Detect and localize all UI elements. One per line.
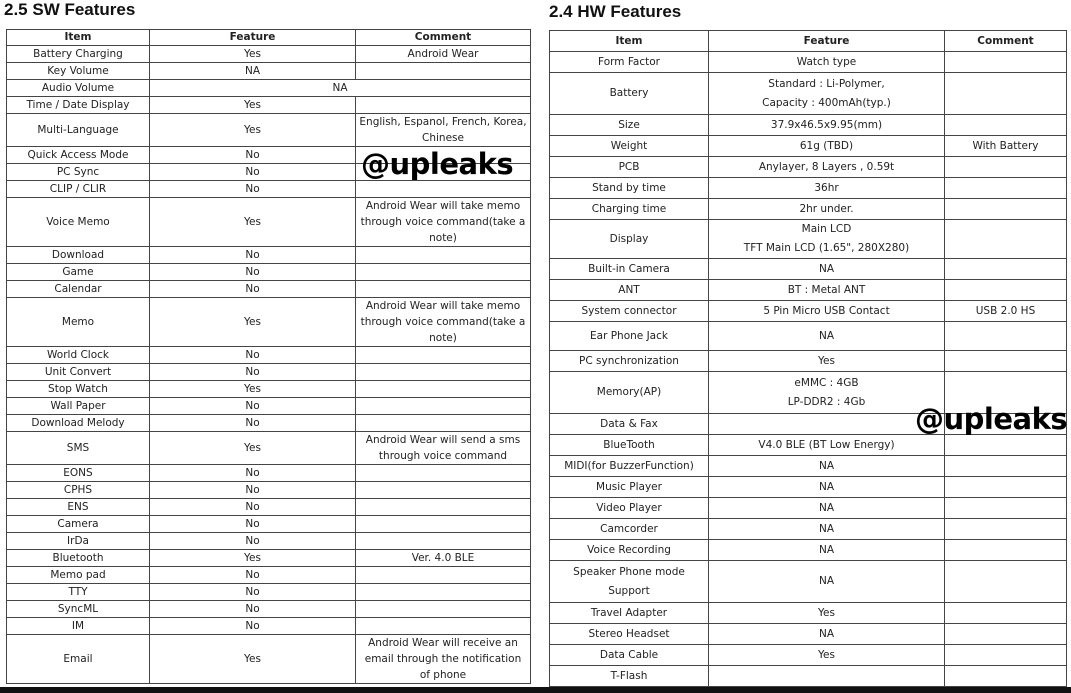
- hw-section-title: 2.4 HW Features: [549, 2, 682, 21]
- sw-cell-item: Audio Volume: [7, 80, 150, 97]
- sw-cell-item: SMS: [7, 432, 150, 465]
- sw-cell-feature: No: [150, 347, 356, 364]
- hw-cell-comment: [945, 645, 1067, 666]
- sw-cell-item: Memo: [7, 298, 150, 347]
- sw-cell-comment: [356, 63, 531, 80]
- sw-cell-comment: [356, 381, 531, 398]
- hw-cell-feature: NA: [709, 519, 945, 540]
- sw-cell-comment: English, Espanol, French, Korea, Chinese: [356, 114, 531, 147]
- sw-table-row: [7, 298, 531, 347]
- sw-cell-comment: [356, 482, 531, 499]
- hw-cell-item: Built-in Camera: [550, 259, 709, 280]
- hw-table-row: [550, 477, 1067, 498]
- sw-cell-item: ENS: [7, 499, 150, 516]
- hw-cell-comment: [945, 52, 1067, 73]
- sw-cell-feature: No: [150, 164, 356, 181]
- sw-cell-item: Wall Paper: [7, 398, 150, 415]
- sw-cell-feature: Yes: [150, 46, 356, 63]
- sw-cell-feature: Yes: [150, 97, 356, 114]
- sw-cell-feature: No: [150, 415, 356, 432]
- hw-table-row: [550, 561, 1067, 603]
- sw-table-row: [7, 364, 531, 381]
- hw-cell-item: Data & Fax: [550, 414, 709, 435]
- hw-cell-comment: [945, 666, 1067, 687]
- sw-table-row: [7, 482, 531, 499]
- sw-table-row: [7, 198, 531, 247]
- upleaks-watermark-right: @upleaks: [915, 402, 1068, 436]
- sw-table-row: [7, 181, 531, 198]
- hw-cell-item: T-Flash: [550, 666, 709, 687]
- hw-cell-item: Voice Recording: [550, 540, 709, 561]
- sw-cell-feature: No: [150, 247, 356, 264]
- hw-cell-feature: NA: [709, 498, 945, 519]
- hw-cell-item: ANT: [550, 280, 709, 301]
- sw-table-row: [7, 247, 531, 264]
- sw-table-row: [7, 432, 531, 465]
- hw-cell-item: PC synchronization: [550, 351, 709, 372]
- sw-table-row: [7, 46, 531, 63]
- hw-cell-comment: [945, 603, 1067, 624]
- sw-cell-item: World Clock: [7, 347, 150, 364]
- sw-cell-feature: No: [150, 618, 356, 635]
- hw-cell-comment: [945, 322, 1067, 351]
- hw-cell-feature: NA: [709, 259, 945, 280]
- hw-header-comment: Comment: [945, 31, 1067, 52]
- hw-cell-comment: [945, 280, 1067, 301]
- hw-table-row: [550, 220, 1067, 259]
- hw-cell-item: Stereo Headset: [550, 624, 709, 645]
- hw-cell-item: System connector: [550, 301, 709, 322]
- sw-table-row: [7, 381, 531, 398]
- sw-table-row: [7, 618, 531, 635]
- hw-table-row: [550, 624, 1067, 645]
- sw-cell-feature: No: [150, 533, 356, 550]
- sw-table-row: [7, 533, 531, 550]
- sw-table-row: [7, 97, 531, 114]
- hw-cell-comment: [945, 624, 1067, 645]
- sw-cell-item: EONS: [7, 465, 150, 482]
- sw-cell-comment: [356, 247, 531, 264]
- hw-table-row: [550, 351, 1067, 372]
- sw-cell-comment: [356, 364, 531, 381]
- hw-cell-item: BlueTooth: [550, 435, 709, 456]
- sw-cell-comment: [356, 499, 531, 516]
- hw-table-row: [550, 322, 1067, 351]
- hw-table-row: [550, 603, 1067, 624]
- sw-table-row: [7, 584, 531, 601]
- sw-table-row: [7, 80, 531, 97]
- sw-features-table: [6, 29, 531, 684]
- hw-cell-comment: [945, 498, 1067, 519]
- sw-cell-comment: Android Wear: [356, 46, 531, 63]
- hw-cell-comment: USB 2.0 HS: [945, 301, 1067, 322]
- sw-cell-feature: No: [150, 147, 356, 164]
- hw-cell-feature: 5 Pin Micro USB Contact: [709, 301, 945, 322]
- sw-cell-comment: [356, 415, 531, 432]
- hw-cell-feature: Yes: [709, 645, 945, 666]
- hw-cell-item: Display: [550, 220, 709, 259]
- sw-cell-comment: [356, 601, 531, 618]
- hw-table-row: [550, 540, 1067, 561]
- sw-cell-item: Time / Date Display: [7, 97, 150, 114]
- sw-cell-comment: [356, 584, 531, 601]
- hw-table-row: [550, 259, 1067, 280]
- sw-table-row: [7, 281, 531, 298]
- hw-cell-item: Ear Phone Jack: [550, 322, 709, 351]
- hw-table-row: [550, 178, 1067, 199]
- hw-cell-item: Memory(AP): [550, 372, 709, 414]
- sw-cell-item: Unit Convert: [7, 364, 150, 381]
- sw-cell-feature: No: [150, 181, 356, 198]
- sw-table-row: [7, 347, 531, 364]
- hw-cell-item: Stand by time: [550, 178, 709, 199]
- sw-cell-item: TTY: [7, 584, 150, 601]
- sw-header-item: Item: [7, 30, 150, 46]
- hw-table-row: [550, 645, 1067, 666]
- sw-cell-feature: No: [150, 264, 356, 281]
- sw-cell-comment: [356, 281, 531, 298]
- hw-cell-feature: Anylayer, 8 Layers , 0.59t: [709, 157, 945, 178]
- hw-cell-comment: With Battery: [945, 136, 1067, 157]
- hw-cell-item: MIDI(for BuzzerFunction): [550, 456, 709, 477]
- hw-cell-item: Weight: [550, 136, 709, 157]
- hw-cell-item: Size: [550, 115, 709, 136]
- sw-cell-item: Key Volume: [7, 63, 150, 80]
- sw-table-row: [7, 415, 531, 432]
- sw-cell-item: Game: [7, 264, 150, 281]
- hw-cell-feature: V4.0 BLE (BT Low Energy): [709, 435, 945, 456]
- hw-cell-comment: [945, 220, 1067, 259]
- sw-cell-feature: No: [150, 516, 356, 533]
- sw-cell-item: SyncML: [7, 601, 150, 618]
- sw-cell-item: Voice Memo: [7, 198, 150, 247]
- sw-cell-comment: [356, 533, 531, 550]
- hw-cell-feature: 2hr under.: [709, 199, 945, 220]
- sw-cell-feature: Yes: [150, 550, 356, 567]
- hw-cell-comment: [945, 178, 1067, 199]
- sw-cell-feature: No: [150, 567, 356, 584]
- hw-table-row: [550, 52, 1067, 73]
- hw-cell-item: Charging time: [550, 199, 709, 220]
- hw-cell-comment: [945, 435, 1067, 456]
- sw-table-row: [7, 550, 531, 567]
- hw-cell-item: Video Player: [550, 498, 709, 519]
- sw-cell-item: Camera: [7, 516, 150, 533]
- sw-cell-comment: Ver. 4.0 BLE: [356, 550, 531, 567]
- hw-table-row: [550, 115, 1067, 136]
- sw-cell-feature: No: [150, 584, 356, 601]
- sw-cell-item: Memo pad: [7, 567, 150, 584]
- hw-cell-feature: Standard : Li-Polymer, Capacity : 400mAh(typ.): [709, 73, 945, 115]
- sw-table-row: [7, 63, 531, 80]
- hw-cell-comment: [945, 115, 1067, 136]
- hw-table-row: [550, 136, 1067, 157]
- hw-cell-feature: NA: [709, 561, 945, 603]
- sw-cell-comment: [356, 97, 531, 114]
- sw-header-comment: Comment: [356, 30, 531, 46]
- hw-table-row: [550, 301, 1067, 322]
- sw-cell-item: Calendar: [7, 281, 150, 298]
- sw-cell-feature: Yes: [150, 381, 356, 398]
- hw-cell-feature: Yes: [709, 603, 945, 624]
- sw-cell-item: CPHS: [7, 482, 150, 499]
- sw-section-title: 2.5 SW Features: [4, 0, 136, 19]
- hw-cell-item: Travel Adapter: [550, 603, 709, 624]
- hw-cell-comment: [945, 73, 1067, 115]
- sw-cell-comment: [356, 264, 531, 281]
- sw-table-row: [7, 398, 531, 415]
- sw-cell-item: Stop Watch: [7, 381, 150, 398]
- sw-cell-feature: NA: [150, 63, 356, 80]
- hw-cell-comment: [945, 561, 1067, 603]
- upleaks-watermark-left: @upleaks: [361, 147, 514, 181]
- sw-cell-item: Bluetooth: [7, 550, 150, 567]
- sw-cell-feature: NA: [150, 80, 531, 97]
- hw-features-table: [549, 30, 1067, 687]
- sw-cell-feature: No: [150, 364, 356, 381]
- hw-table-row: [550, 280, 1067, 301]
- sw-cell-feature: Yes: [150, 432, 356, 465]
- sw-cell-comment: Android Wear will send a sms through voice command: [356, 432, 531, 465]
- hw-cell-comment: [945, 540, 1067, 561]
- hw-table-row: [550, 666, 1067, 687]
- sw-cell-feature: No: [150, 281, 356, 298]
- hw-table-row: [550, 456, 1067, 477]
- sw-cell-comment: [356, 465, 531, 482]
- sw-table-row: [7, 635, 531, 684]
- sw-cell-item: IrDa: [7, 533, 150, 550]
- sw-cell-item: Download Melody: [7, 415, 150, 432]
- hw-cell-feature: [709, 666, 945, 687]
- hw-cell-feature: BT : Metal ANT: [709, 280, 945, 301]
- sw-cell-comment: [356, 516, 531, 533]
- hw-cell-feature: NA: [709, 477, 945, 498]
- hw-cell-comment: [945, 199, 1067, 220]
- sw-cell-comment: [356, 398, 531, 415]
- sw-cell-item: Quick Access Mode: [7, 147, 150, 164]
- hw-cell-item: Data Cable: [550, 645, 709, 666]
- sw-cell-feature: Yes: [150, 114, 356, 147]
- sw-cell-item: Email: [7, 635, 150, 684]
- hw-table-row: [550, 498, 1067, 519]
- sw-cell-comment: Android Wear will take memo through voice command(take a note): [356, 198, 531, 247]
- page-bottom-rule: [0, 687, 1071, 693]
- sw-cell-item: CLIP / CLIR: [7, 181, 150, 198]
- sw-cell-feature: Yes: [150, 198, 356, 247]
- sw-cell-item: IM: [7, 618, 150, 635]
- sw-cell-item: PC Sync: [7, 164, 150, 181]
- sw-table-row: [7, 465, 531, 482]
- sw-cell-comment: Android Wear will take memo through voice command(take a note): [356, 298, 531, 347]
- hw-cell-feature: Watch type: [709, 52, 945, 73]
- hw-cell-feature: Main LCD TFT Main LCD (1.65", 280X280): [709, 220, 945, 259]
- sw-cell-feature: No: [150, 398, 356, 415]
- hw-header-item: Item: [550, 31, 709, 52]
- hw-cell-item: Battery: [550, 73, 709, 115]
- sw-cell-feature: No: [150, 482, 356, 499]
- hw-cell-item: PCB: [550, 157, 709, 178]
- hw-cell-feature: NA: [709, 322, 945, 351]
- sw-cell-feature: No: [150, 601, 356, 618]
- sw-cell-item: Multi-Language: [7, 114, 150, 147]
- hw-cell-item: Music Player: [550, 477, 709, 498]
- hw-cell-item: Form Factor: [550, 52, 709, 73]
- hw-cell-comment: [945, 519, 1067, 540]
- hw-cell-feature: 61g (TBD): [709, 136, 945, 157]
- sw-cell-comment: Android Wear will receive an email through the notification of phone: [356, 635, 531, 684]
- sw-header-feature: Feature: [150, 30, 356, 46]
- sw-cell-feature: No: [150, 465, 356, 482]
- hw-cell-feature: eMMC : 4GB LP-DDR2 : 4Gb: [709, 372, 945, 414]
- hw-cell-comment: [945, 157, 1067, 178]
- hw-header-feature: Feature: [709, 31, 945, 52]
- sw-cell-comment: [356, 181, 531, 198]
- sw-cell-comment: [356, 618, 531, 635]
- sw-table-row: [7, 499, 531, 516]
- sw-cell-feature: Yes: [150, 298, 356, 347]
- hw-table-row: [550, 157, 1067, 178]
- sw-table-row: [7, 114, 531, 147]
- sw-cell-comment: [356, 567, 531, 584]
- hw-table-row: [550, 199, 1067, 220]
- sw-cell-comment: [356, 347, 531, 364]
- hw-cell-comment: [945, 477, 1067, 498]
- hw-cell-feature: NA: [709, 456, 945, 477]
- hw-table-row: [550, 73, 1067, 115]
- sw-table-row: [7, 567, 531, 584]
- sw-table-row: [7, 264, 531, 281]
- sw-cell-item: Battery Charging: [7, 46, 150, 63]
- hw-cell-item: Camcorder: [550, 519, 709, 540]
- hw-cell-item: Speaker Phone mode Support: [550, 561, 709, 603]
- hw-cell-comment: [945, 259, 1067, 280]
- hw-cell-feature: [709, 414, 945, 435]
- hw-cell-comment: [945, 351, 1067, 372]
- sw-table-row: [7, 601, 531, 618]
- hw-cell-feature: 37.9x46.5x9.95(mm): [709, 115, 945, 136]
- hw-cell-comment: [945, 456, 1067, 477]
- sw-table-row: [7, 516, 531, 533]
- hw-cell-feature: 36hr: [709, 178, 945, 199]
- hw-cell-feature: Yes: [709, 351, 945, 372]
- hw-table-row: [550, 519, 1067, 540]
- sw-cell-feature: Yes: [150, 635, 356, 684]
- sw-cell-item: Download: [7, 247, 150, 264]
- hw-cell-feature: NA: [709, 624, 945, 645]
- sw-cell-feature: No: [150, 499, 356, 516]
- hw-table-row: [550, 435, 1067, 456]
- hw-cell-feature: NA: [709, 540, 945, 561]
